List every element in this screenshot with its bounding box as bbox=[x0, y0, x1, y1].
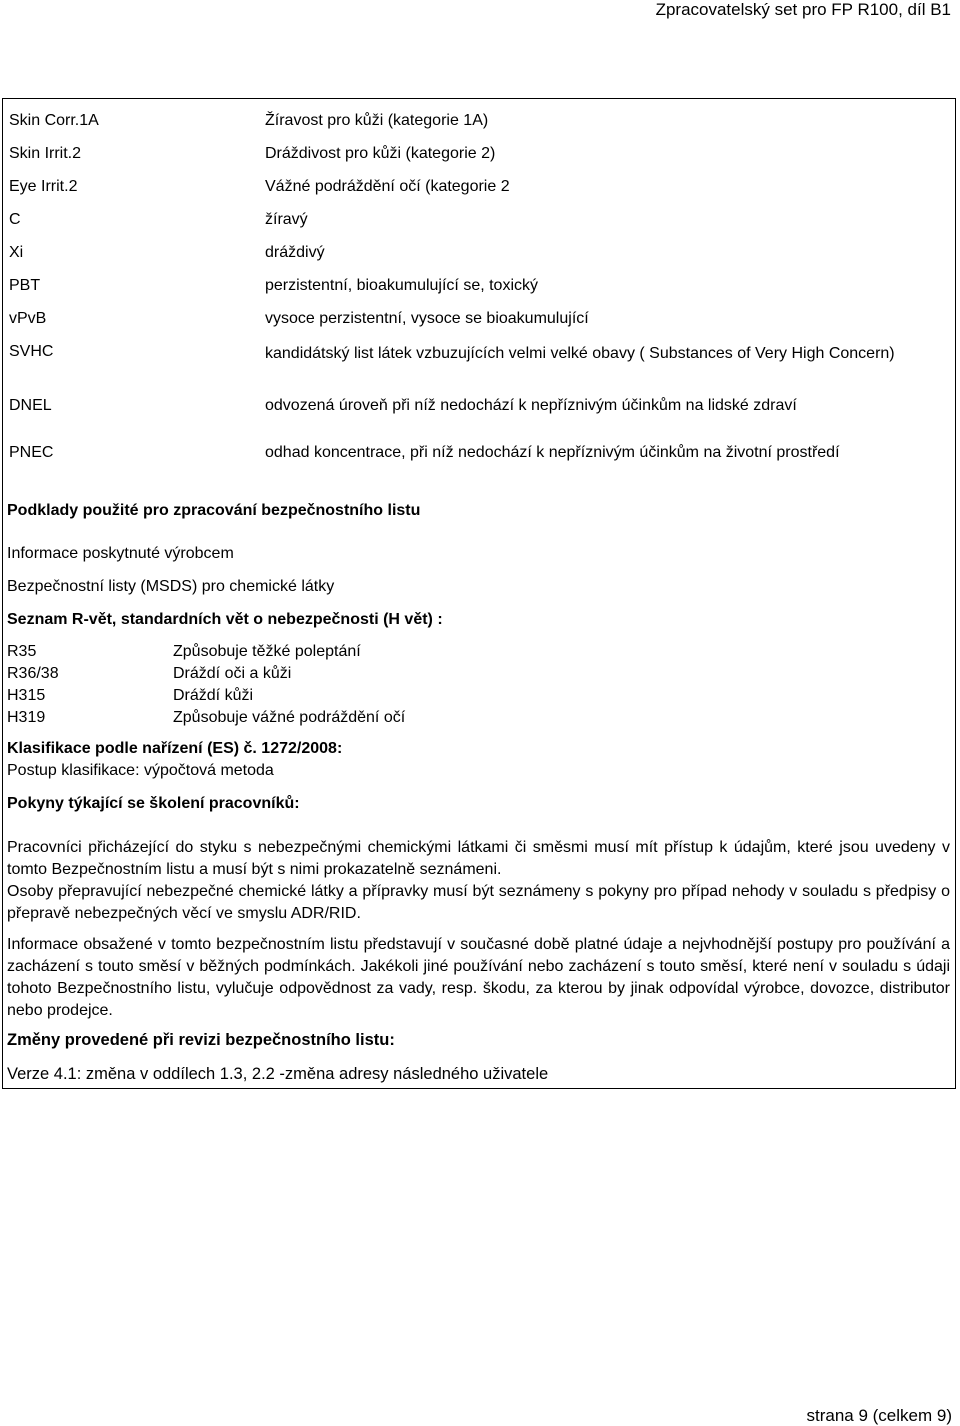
phrases-title: Seznam R-vět, standardních vět o nebezpečnosti (H vět) : bbox=[7, 611, 443, 628]
abbreviation-code: SVHC bbox=[9, 343, 54, 360]
abbreviation-meaning: Žíravost pro kůži (kategorie 1A) bbox=[265, 112, 489, 129]
abbreviation-meaning: Vážné podráždění očí (kategorie 2 bbox=[265, 178, 510, 195]
sources-item: Bezpečnostní listy (MSDS) pro chemické látky bbox=[7, 578, 335, 595]
abbreviation-meaning: odhad koncentrace, při níž nedochází k nepříznivým účinkům na životní prostředí bbox=[265, 444, 840, 461]
abbreviation-meaning: žíravý bbox=[265, 211, 308, 228]
phrase-text: Dráždí oči a kůži bbox=[173, 665, 292, 682]
abbreviation-code: C bbox=[9, 211, 21, 228]
phrase-code: R36/38 bbox=[7, 665, 59, 682]
abbreviation-code: Skin Irrit.2 bbox=[9, 145, 82, 162]
training-paragraph: Pracovníci přicházející do styku s nebezpečnými chemickými látkami či směsmi musí mít přístup k údajům, které jsou uvedeny v tomto Bezpečnostním listu a musí být s nimi prokazatelně seznámeni. bbox=[7, 839, 950, 878]
phrase-text: Dráždí kůži bbox=[173, 687, 254, 704]
sources-title: Podklady použité pro zpracování bezpečnostního listu bbox=[7, 502, 421, 519]
phrase-code: H319 bbox=[7, 709, 46, 726]
page-number: strana 9 (celkem 9) bbox=[806, 1406, 952, 1425]
abbreviation-code: vPvB bbox=[9, 310, 47, 327]
abbreviation-meaning: Dráždivost pro kůži (kategorie 2) bbox=[265, 145, 496, 162]
abbreviation-code: Skin Corr.1A bbox=[9, 112, 99, 129]
abbreviation-meaning: dráždivý bbox=[265, 244, 325, 261]
abbreviation-meaning: perzistentní, bioakumulující se, toxický bbox=[265, 277, 539, 294]
phrase-text: Způsobuje vážné podráždění očí bbox=[173, 709, 406, 726]
training-title: Pokyny týkající se školení pracovníků: bbox=[7, 795, 300, 812]
document-header-title: Zpracovatelský set pro FP R100, díl B1 bbox=[655, 0, 951, 19]
abbreviation-meaning: odvozená úroveň při níž nedochází k nepříznivým účinkům na lidské zdraví bbox=[265, 397, 797, 414]
abbreviation-code: PBT bbox=[9, 277, 41, 294]
phrase-code: H315 bbox=[7, 687, 46, 704]
abbreviation-code: DNEL bbox=[9, 397, 52, 414]
training-paragraph: Osoby přepravující nebezpečné chemické látky a přípravky musí být seznámeny s pokyny pro případ nehody v souladu s předpisy o přepravě nebezpečných věcí ve smyslu ADR/RID. bbox=[7, 883, 950, 922]
abbreviation-code: Xi bbox=[9, 244, 24, 261]
disclaimer-paragraph: Informace obsažené v tomto bezpečnostním listu představují v současné době platné údaje a nejvhodnější postupy pro používání a zacházení s touto směsí v běžných podmínkách. Jakékoli jiné používání nebo zacházení s touto směsí, které není v souladu s údaji tohoto Bezpečnostního listu, vylučuje odpovědnost za vady, resp. škodu, za kterou by jinak odpovídal výrobce, dovozce, distributor nebo prodejce. bbox=[7, 936, 950, 1019]
phrase-text: Způsobuje těžké poleptání bbox=[173, 643, 361, 660]
changes-title: Změny provedené při revizi bezpečnostního listu: bbox=[7, 1031, 395, 1049]
classification-title: Klasifikace podle nařízení (ES) č. 1272/2008: bbox=[7, 740, 343, 757]
abbreviation-meaning: vysoce perzistentní, vysoce se bioakumulující bbox=[265, 310, 589, 327]
sources-item: Informace poskytnuté výrobcem bbox=[7, 545, 234, 562]
phrase-code: R35 bbox=[7, 643, 37, 660]
abbreviation-meaning: kandidátský list látek vzbuzujících velmi velké obavy ( Substances of Very High Concern) bbox=[265, 345, 895, 362]
abbreviation-code: Eye Irrit.2 bbox=[9, 178, 78, 195]
classification-method: Postup klasifikace: výpočtová metoda bbox=[7, 762, 274, 779]
changes-text: Verze 4.1: změna v oddílech 1.3, 2.2 -změna adresy následného uživatele bbox=[7, 1065, 549, 1083]
abbreviation-code: PNEC bbox=[9, 444, 54, 461]
